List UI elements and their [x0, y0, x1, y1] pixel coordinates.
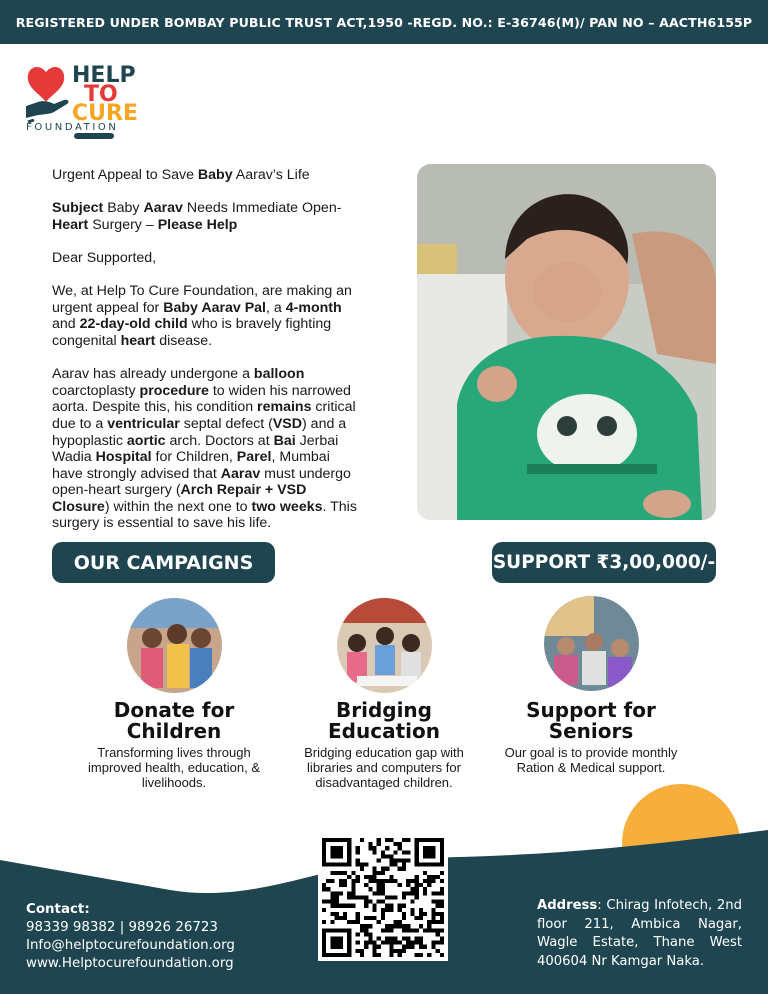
qr-code-icon	[322, 838, 444, 957]
address-block	[537, 897, 742, 971]
contact-email[interactable]: Info@helptocurefoundation.org	[26, 938, 235, 953]
appeal-greeting: Dear Supported,	[52, 249, 157, 266]
address-label: Address	[537, 898, 598, 913]
campaign-description-education: Bridging education gap with libraries and computers for disadvantaged children.	[304, 745, 464, 790]
contact-block	[26, 901, 235, 973]
qr-code[interactable]	[318, 834, 448, 961]
appeal-paragraph-2: Aarav has already undergone a balloon coarctoplasty procedure to widen his narrowed aorta. Despite this, his condition remains critical due to a ventricular septal defect (VSD) and a hypoplastic aortic arch. Doctors at Bai Jerbai Wadia Hospital for Children, Parel, Mumbai have strongly advised that Aarav must undergo open-heart surgery (Arch Repair + VSD Closure) within the next one to two weeks. This surgery is essential to save his life.	[52, 366, 357, 532]
campaign-description-seniors: Our goal is to provide monthly Ration & Medical support.	[504, 745, 678, 775]
contact-website[interactable]: www.Helptocurefoundation.org	[26, 956, 234, 971]
address-text: : Chirag Infotech, 2nd floor 211, Ambica Nagar, Wagle Estate, Thane West 400604 Nr Kamgar Naka.	[537, 898, 742, 969]
our-campaigns-label: OUR CAMPAIGNS	[52, 542, 275, 583]
appeal-paragraph-1: We, at Help To Cure Foundation, are making an urgent appeal for Baby Aarav Pal, a 4-month and 22-day-old child who is bravely fighting congenital heart disease.	[52, 283, 352, 349]
campaign-description-children: Transforming lives through improved health, education, & livelihoods.	[88, 745, 260, 790]
campaign-title-children: Donate for Children	[113, 698, 235, 743]
appeal-subject: Subject Baby Aarav Needs Immediate Open-Heart Surgery – Please Help	[52, 200, 342, 233]
support-amount-label: SUPPORT ₹3,00,000/-	[492, 542, 716, 583]
campaign-title-seniors: Support for Seniors	[526, 698, 656, 743]
campaign-title-education: Bridging Education	[328, 698, 440, 743]
appeal-title: Urgent Appeal to Save Baby Aarav’s Life	[52, 167, 310, 183]
logo-wordmark: HELP TO CURE	[72, 63, 138, 126]
contact-label: Contact:	[26, 902, 90, 917]
registration-text: REGISTERED UNDER BOMBAY PUBLIC TRUST ACT,1950 -REGD. NO.: E-36746(M)/ PAN NO – AACTH6155P	[15, 14, 753, 30]
contact-phones[interactable]: 98339 98382 | 98926 26723	[26, 920, 218, 935]
logo-foundation-text: FOUNDATION	[26, 122, 119, 133]
